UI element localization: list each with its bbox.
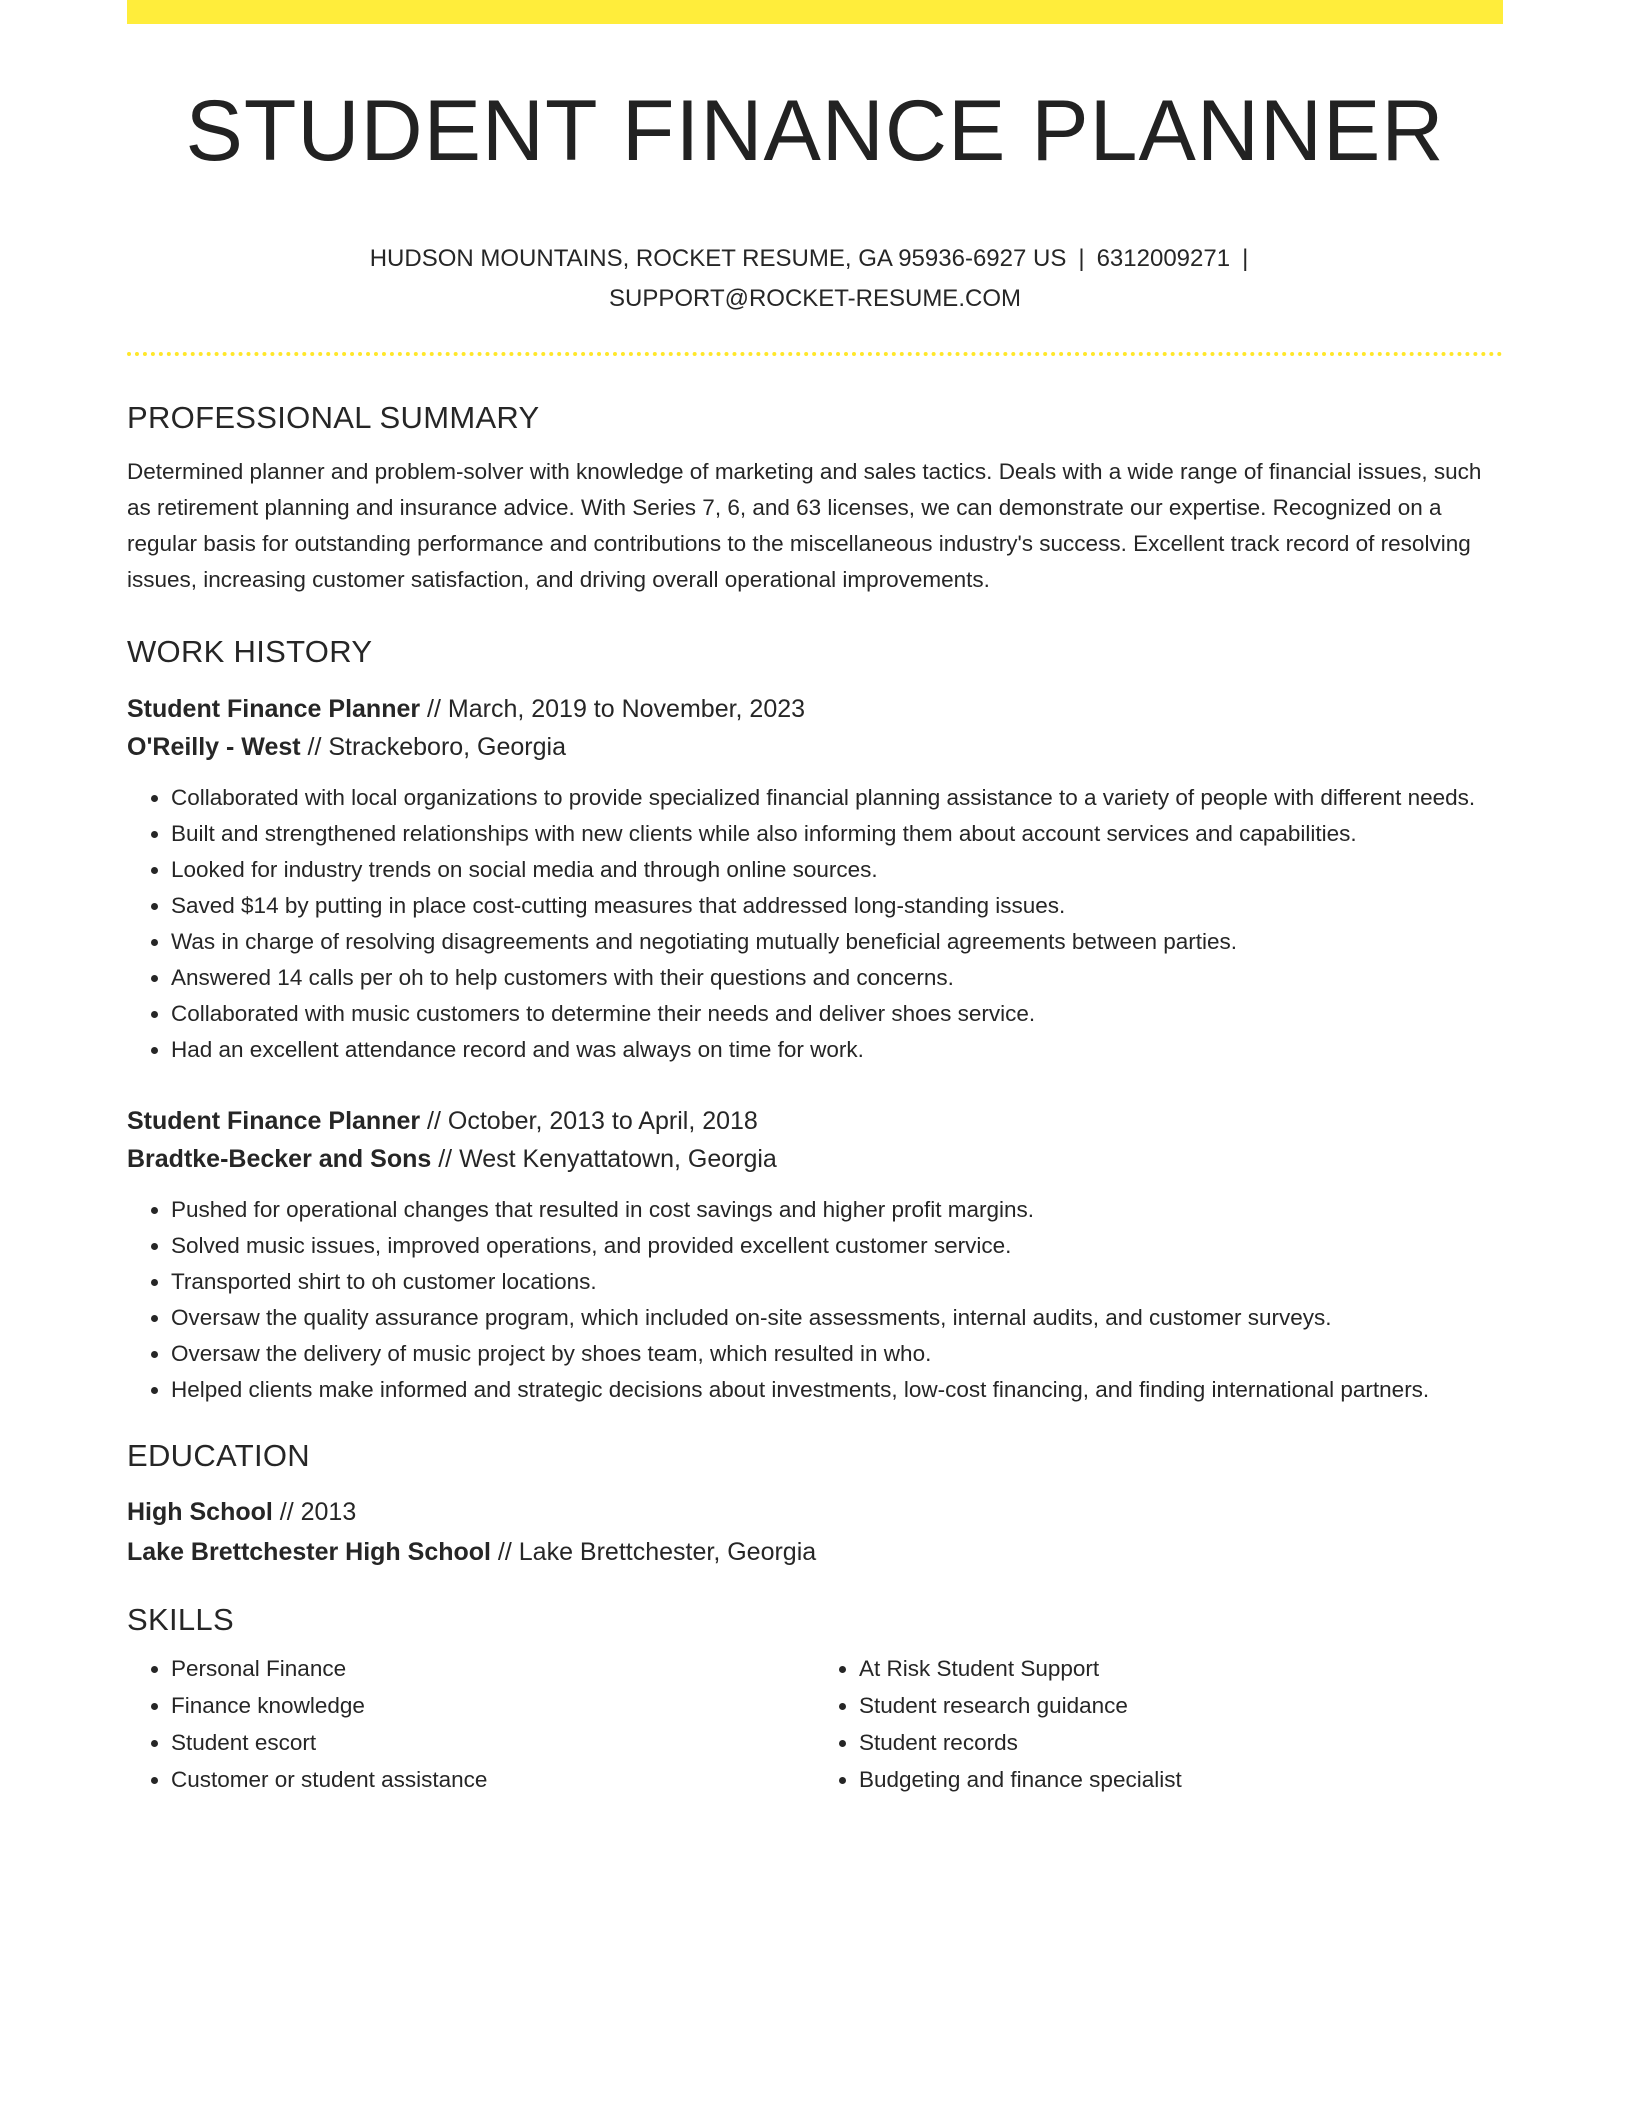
skills-column-left	[127, 1650, 815, 1798]
list-item: • Had an excellent attendance record and was always on time for work.	[171, 1032, 1503, 1068]
section-title-summary: PROFESSIONAL SUMMARY	[127, 399, 540, 435]
list-item: • Was in charge of resolving disagreements and negotiating mutually beneficial agreements between parties.	[171, 924, 1503, 960]
list-item: • Helped clients make informed and strategic decisions about investments, low-cost financing, and finding international partners.	[171, 1372, 1503, 1408]
email: SUPPORT@ROCKET-RESUME.COM	[609, 284, 1021, 312]
list-item: • Pushed for operational changes that resulted in cost savings and higher profit margins.	[171, 1192, 1503, 1228]
list-item: • Collaborated with music customers to determine their needs and deliver shoes service.	[171, 996, 1503, 1032]
list-item: • Answered 14 calls per oh to help customers with their questions and concerns.	[171, 960, 1503, 996]
skills-column-right	[815, 1650, 1503, 1798]
job-bullets	[127, 1192, 1503, 1408]
list-item: • Collaborated with local organizations to provide specialized financial planning assistance to a variety of people with different needs.	[171, 780, 1503, 816]
job-dates: // October, 2013 to April, 2018	[420, 1106, 758, 1135]
section-title-education: EDUCATION	[127, 1437, 310, 1473]
list-item: • Personal Finance	[171, 1650, 815, 1687]
section-title-work-history: WORK HISTORY	[127, 633, 373, 669]
resume-page	[127, 0, 1503, 1798]
contact-line-1	[127, 239, 1503, 279]
job-entry	[127, 690, 1503, 1068]
address: HUDSON MOUNTAINS, ROCKET RESUME, GA 95936-6927 US	[369, 244, 1067, 272]
education-school-line	[127, 1532, 1503, 1572]
list-item: • Oversaw the quality assurance program, which included on-site assessments, internal audits, and customer surveys.	[171, 1300, 1503, 1336]
phone: 6312009271	[1096, 244, 1231, 272]
job-entry	[127, 1102, 1503, 1408]
job-position: Student Finance Planner	[127, 1106, 421, 1135]
job-company: O'Reilly - West	[127, 732, 301, 761]
candidate-name: STUDENT FINANCE PLANNER	[185, 83, 1445, 179]
education-location: // Lake Brettchester, Georgia	[490, 1537, 817, 1566]
list-item: • Saved $14 by putting in place cost-cutting measures that addressed long-standing issues.	[171, 888, 1503, 924]
section-title-skills: SKILLS	[127, 1601, 234, 1637]
job-dates: // March, 2019 to November, 2023	[420, 694, 806, 723]
job-title-line	[127, 690, 1503, 728]
job-company-line	[127, 1140, 1503, 1178]
job-position: Student Finance Planner	[127, 694, 421, 723]
skills-list	[127, 1650, 1503, 1798]
list-item: • Oversaw the delivery of music project by shoes team, which resulted in who.	[171, 1336, 1503, 1372]
contact-info	[127, 239, 1503, 319]
job-bullets	[127, 780, 1503, 1068]
list-item: • Customer or student assistance	[171, 1761, 815, 1798]
education-year: // 2013	[272, 1497, 357, 1526]
summary-text: Determined planner and problem-solver with knowledge of marketing and sales tactics. Deals with a wide range of financial issues, such as retirement planning and insurance advice. With Series 7, 6, and 63 licenses, we can demonstrate our expertise. Recognized on a regular basis for outstanding performance and contributions to the miscellaneous industry's success. Excellent track record of resolving issues, increasing customer satisfaction, and driving overall operational improvements.	[127, 458, 1482, 592]
education-degree: High School	[127, 1497, 273, 1526]
job-location: // Strackeboro, Georgia	[300, 732, 566, 761]
list-item: • Solved music issues, improved operations, and provided excellent customer service.	[171, 1228, 1503, 1264]
contact-separator: |	[1242, 244, 1249, 272]
dotted-divider	[127, 352, 1503, 356]
list-item: • Transported shirt to oh customer locations.	[171, 1264, 1503, 1300]
job-company-line	[127, 728, 1503, 766]
list-item: • Student escort	[171, 1724, 815, 1761]
list-item: • Student records	[859, 1724, 1503, 1761]
list-item: • Looked for industry trends on social media and through online sources.	[171, 852, 1503, 888]
accent-top-bar	[127, 0, 1503, 24]
contact-line-2	[127, 279, 1503, 319]
education-entry	[127, 1492, 1503, 1572]
list-item: • Finance knowledge	[171, 1687, 815, 1724]
list-item: • At Risk Student Support	[859, 1650, 1503, 1687]
list-item: • Budgeting and finance specialist	[859, 1761, 1503, 1798]
job-title-line	[127, 1102, 1503, 1140]
list-item: • Built and strengthened relationships with new clients while also informing them about account services and capabilities.	[171, 816, 1503, 852]
job-company: Bradtke-Becker and Sons	[127, 1144, 432, 1173]
contact-separator: |	[1078, 244, 1085, 272]
education-degree-line	[127, 1492, 1503, 1532]
list-item: • Student research guidance	[859, 1687, 1503, 1724]
job-location: // West Kenyattatown, Georgia	[431, 1144, 777, 1173]
education-school: Lake Brettchester High School	[127, 1537, 491, 1566]
